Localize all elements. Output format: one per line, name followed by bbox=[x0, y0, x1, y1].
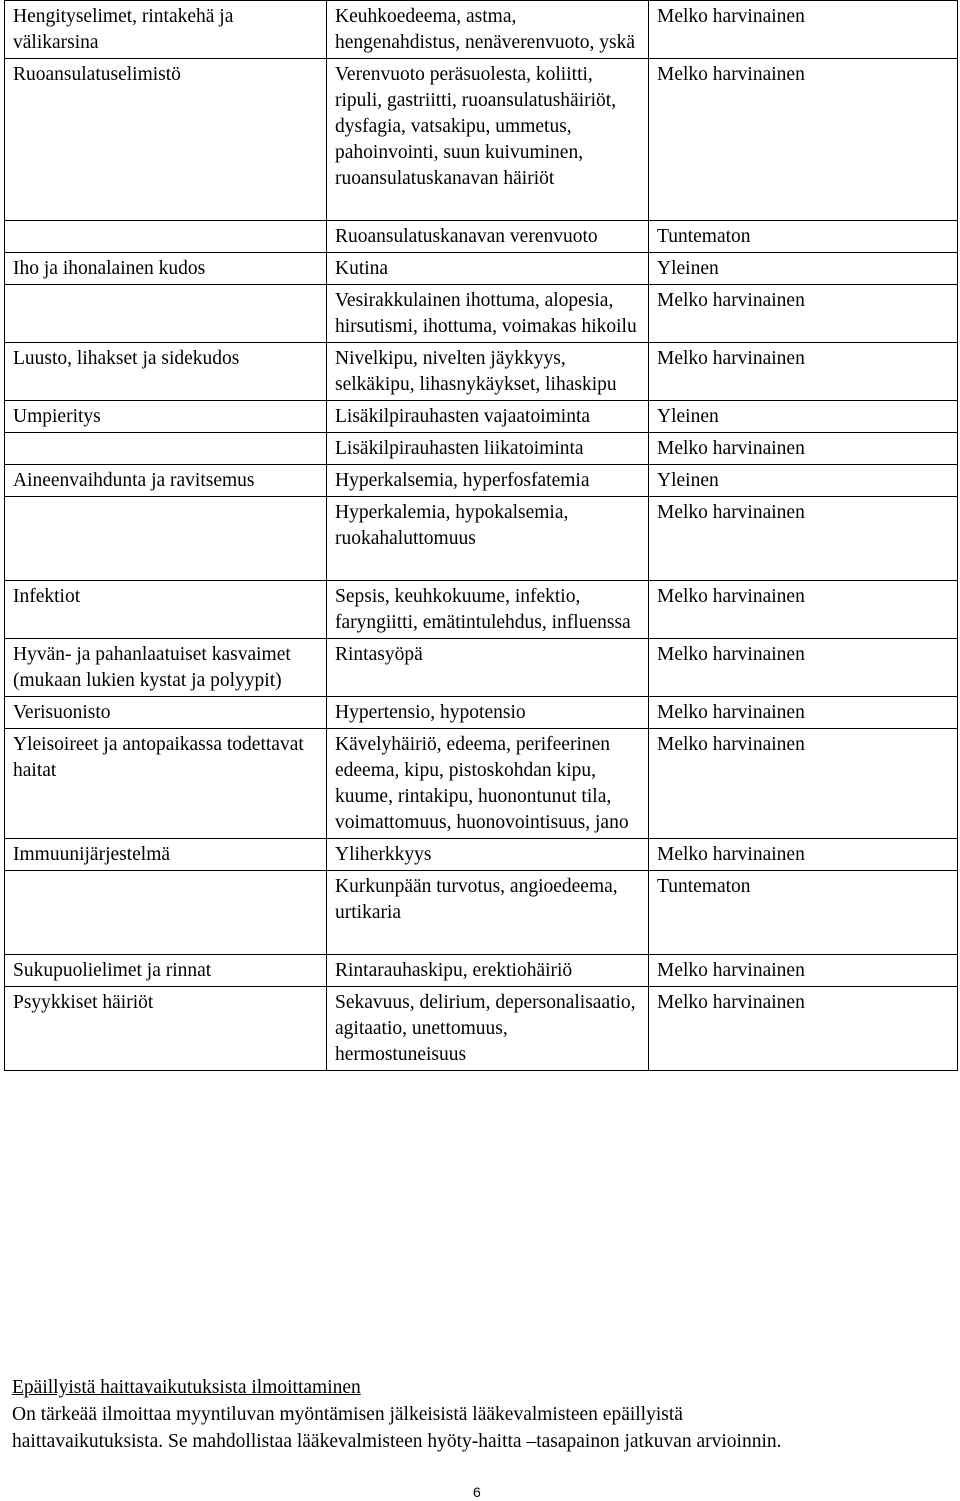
effect-cell: Lisäkilpirauhasten liikatoiminta bbox=[327, 433, 649, 465]
organ-class-cell bbox=[5, 221, 327, 253]
frequency-cell: Melko harvinainen bbox=[649, 839, 958, 871]
organ-class-cell: Hengityselimet, rintakehä ja välikarsina bbox=[5, 1, 327, 59]
organ-class-cell: Psyykkiset häiriöt bbox=[5, 987, 327, 1071]
organ-class-cell: Immuunijärjestelmä bbox=[5, 839, 327, 871]
effect-cell: Kutina bbox=[327, 253, 649, 285]
organ-class-cell: Hyvän- ja pahanlaatuiset kasvaimet (mukaan lukien kystat ja polyypit) bbox=[5, 639, 327, 697]
effect-cell: Sepsis, keuhkokuume, infektio, faryngiitti, emätintulehdus, influenssa bbox=[327, 581, 649, 639]
adverse-reaction-reporting-section bbox=[12, 1374, 942, 1455]
organ-class-cell bbox=[5, 433, 327, 465]
paragraph-line: On tärkeää ilmoittaa myyntiluvan myöntämisen jälkeisistä lääkevalmisteen epäillyistä bbox=[12, 1404, 683, 1425]
table-row bbox=[5, 433, 958, 465]
table-row bbox=[5, 697, 958, 729]
table-body bbox=[5, 1, 958, 1071]
table-row bbox=[5, 59, 958, 221]
frequency-cell: Melko harvinainen bbox=[649, 987, 958, 1071]
frequency-cell: Melko harvinainen bbox=[649, 1, 958, 59]
effect-cell: Hyperkalemia, hypokalsemia, ruokahaluttomuus bbox=[327, 497, 649, 581]
effect-cell: Rintarauhaskipu, erektiohäiriö bbox=[327, 955, 649, 987]
effect-cell: Sekavuus, delirium, depersonalisaatio, agitaatio, unettomuus, hermostuneisuus bbox=[327, 987, 649, 1071]
frequency-cell: Tuntematon bbox=[649, 871, 958, 955]
table-row bbox=[5, 1, 958, 59]
organ-class-cell: Ruoansulatuselimistö bbox=[5, 59, 327, 221]
effect-cell: Verenvuoto peräsuolesta, koliitti, ripuli, gastriitti, ruoansulatushäiriöt, dysfagia, vatsakipu, ummetus, pahoinvointi, suun kuivuminen, ruoansulatuskanavan häiriöt bbox=[327, 59, 649, 221]
table-row bbox=[5, 253, 958, 285]
organ-class-cell: Infektiot bbox=[5, 581, 327, 639]
table-row bbox=[5, 729, 958, 839]
effect-cell: Kävelyhäiriö, edeema, perifeerinen edeema, kipu, pistoskohdan kipu, kuume, rintakipu, huonontunut tila, voimattomuus, huonovointisuus, jano bbox=[327, 729, 649, 839]
table-row bbox=[5, 401, 958, 433]
adverse-effects-table bbox=[4, 0, 958, 1071]
organ-class-cell bbox=[5, 871, 327, 955]
organ-class-cell: Yleisoireet ja antopaikassa todettavat haitat bbox=[5, 729, 327, 839]
organ-class-cell bbox=[5, 285, 327, 343]
organ-class-cell: Luusto, lihakset ja sidekudos bbox=[5, 343, 327, 401]
effect-cell: Ruoansulatuskanavan verenvuoto bbox=[327, 221, 649, 253]
table-row bbox=[5, 839, 958, 871]
table-row bbox=[5, 871, 958, 955]
frequency-cell: Melko harvinainen bbox=[649, 729, 958, 839]
frequency-cell: Tuntematon bbox=[649, 221, 958, 253]
table-row bbox=[5, 955, 958, 987]
organ-class-cell: Verisuonisto bbox=[5, 697, 327, 729]
effect-cell: Nivelkipu, nivelten jäykkyys, selkäkipu, lihasnykäykset, lihaskipu bbox=[327, 343, 649, 401]
effect-cell: Lisäkilpirauhasten vajaatoiminta bbox=[327, 401, 649, 433]
frequency-cell: Melko harvinainen bbox=[649, 697, 958, 729]
organ-class-cell: Iho ja ihonalainen kudos bbox=[5, 253, 327, 285]
frequency-cell: Melko harvinainen bbox=[649, 285, 958, 343]
frequency-cell: Melko harvinainen bbox=[649, 639, 958, 697]
table-row bbox=[5, 343, 958, 401]
frequency-cell: Yleinen bbox=[649, 253, 958, 285]
table-row bbox=[5, 497, 958, 581]
table-row bbox=[5, 221, 958, 253]
effect-cell: Vesirakkulainen ihottuma, alopesia, hirsutismi, ihottuma, voimakas hikoilu bbox=[327, 285, 649, 343]
page-number: 6 bbox=[473, 1484, 481, 1500]
effect-cell: Hyperkalsemia, hyperfosfatemia bbox=[327, 465, 649, 497]
frequency-cell: Melko harvinainen bbox=[649, 343, 958, 401]
effect-cell: Kurkunpään turvotus, angioedeema, urtikaria bbox=[327, 871, 649, 955]
effect-cell: Hypertensio, hypotensio bbox=[327, 697, 649, 729]
table-row bbox=[5, 465, 958, 497]
table-row bbox=[5, 285, 958, 343]
section-heading: Epäillyistä haittavaikutuksista ilmoittaminen bbox=[12, 1377, 361, 1398]
frequency-cell: Melko harvinainen bbox=[649, 433, 958, 465]
frequency-cell: Yleinen bbox=[649, 465, 958, 497]
organ-class-cell: Aineenvaihdunta ja ravitsemus bbox=[5, 465, 327, 497]
table-row bbox=[5, 987, 958, 1071]
organ-class-cell: Sukupuolielimet ja rinnat bbox=[5, 955, 327, 987]
frequency-cell: Melko harvinainen bbox=[649, 581, 958, 639]
effect-cell: Keuhkoedeema, astma, hengenahdistus, nenäverenvuoto, yskä bbox=[327, 1, 649, 59]
frequency-cell: Melko harvinainen bbox=[649, 955, 958, 987]
organ-class-cell bbox=[5, 497, 327, 581]
table-row bbox=[5, 639, 958, 697]
effect-cell: Rintasyöpä bbox=[327, 639, 649, 697]
frequency-cell: Yleinen bbox=[649, 401, 958, 433]
frequency-cell: Melko harvinainen bbox=[649, 59, 958, 221]
effect-cell: Yliherkkyys bbox=[327, 839, 649, 871]
frequency-cell: Melko harvinainen bbox=[649, 497, 958, 581]
organ-class-cell: Umpieritys bbox=[5, 401, 327, 433]
paragraph-line: haittavaikutuksista. Se mahdollistaa lääkevalmisteen hyöty-haitta –tasapainon jatkuvan arvioinnin. bbox=[12, 1431, 782, 1452]
table-row bbox=[5, 581, 958, 639]
